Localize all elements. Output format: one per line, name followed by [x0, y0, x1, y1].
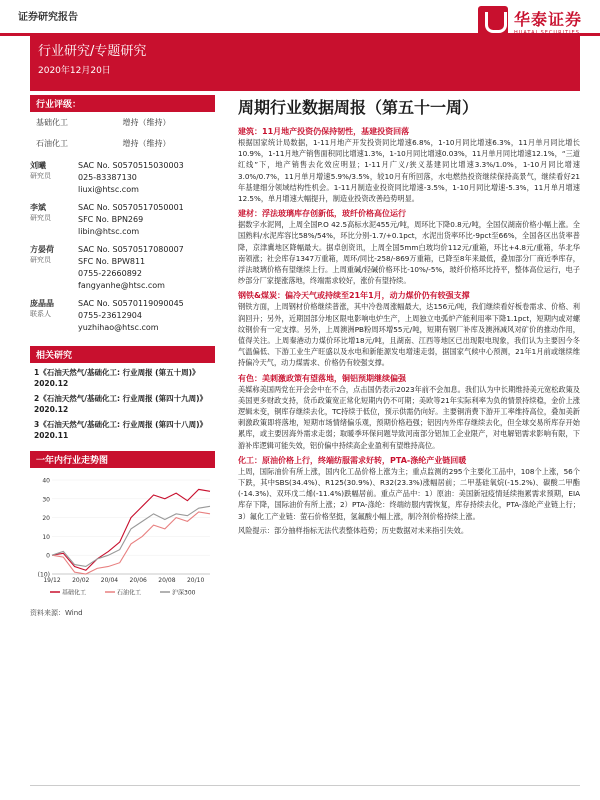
x-tick-label: 20/06: [129, 577, 147, 584]
section: [238, 455, 580, 522]
analyst-role: 研究员: [30, 172, 51, 180]
analyst-email[interactable]: liuxi@htsc.com: [78, 185, 139, 194]
logo-text-cn: 华泰证券: [513, 9, 582, 29]
analyst-email[interactable]: libin@htsc.com: [78, 227, 140, 236]
sidebar: [30, 91, 215, 618]
legend-label: 沪深300: [172, 589, 196, 597]
trend-chart: [30, 474, 215, 606]
section: [238, 208, 580, 286]
y-tick-label: 30: [42, 496, 50, 504]
x-tick-label: 20/02: [72, 577, 90, 584]
analyst-sfc: SFC No. BPN269: [78, 215, 144, 224]
section: [238, 373, 580, 451]
section: [238, 126, 580, 204]
y-tick-label: 0: [46, 552, 50, 560]
section-body: 美媒称美国两党在开会会中在不合，点击国仍表示2023年前不会加息。我们认为中长期维持美元宽松政策及美国更多财政支持，货币政策宽正常化短期内仍不可期；美欧等21年实际利率为负的情景持续稳，金价上涨逻辑未变，铜库存继续去化，TC持续于低位，预示供需仍向好。主要铜消费下游开工率维持高位，叠加美新刺激政策即将落地，短期市场情绪偏乐观，预期价格趋强；铝因内外库存继续去化，但全球交易所库存开始累库，或主要因海外需求走弱；取暖季环保问题导致河南部分铝加工企业限产，对电解铝需求影响有限，下游补库逻辑可能失效，铝价偏中持续高企业盈利有望维持高位。: [238, 384, 580, 450]
x-tick-label: 20/04: [100, 577, 119, 584]
legend-label: 基础化工: [62, 589, 87, 597]
section-heading: 化工：原油价格上行，终端纺服需求好转，PTA-涤纶产业链回暖: [238, 455, 467, 465]
trend-chart-svg: [30, 474, 215, 602]
related-section-title: 相关研究: [30, 346, 215, 363]
section-body: 上周，国际油价有所上涨，国内化工品价格上涨为主；重点监测的295个主要化工品中，108个上涨，56个下跌，其中SBS(34.4%)、R125(30.9%)、R32(23.3%)涨幅居前；二甲基硅氧烷(-15.2%)、碳酸二甲酯(-14.3%)、双环戊二烯(-11.4%)跌幅居前。重点产品中：1）原油：美国新冠疫情延续拖累需求预期，EIA库存下降，国际油价有所上涨；2）PTA-涤纶：终端纺服内需恢复，库存持续去化，PTA-涤纶产业链上行；3）氟化工产业链：萤石价格坚挺，氢氟酸小幅上涨，制冷剂价格持续上涨。: [238, 466, 580, 521]
analyst-card: [30, 202, 215, 238]
analyst-name: 刘曦: [30, 161, 46, 170]
rating-section-title: 行业评级：: [30, 95, 215, 112]
section-body: 据数字水泥网，上周全国P.O 42.5高标水泥455元/吨，周环比下降0.8元/吨，全国仅湖南价格小幅上涨。全国熟料/水泥库容比58%/54%，环比分别-1.7/+0.1pct，水泥出货率环比-9pct至66%，全国各区出货率普降，京津冀地区降幅最大。据卓创资讯，上周全国5mm白玻均价112元/重箱，环比+4.8元/重箱，华北华南领涨；社会库存1347万重箱，周环/同比-258/-869万重箱，已降至8年来最低，叠加部分厂商近季库存，浮法玻璃价格有望继续上行。上周重碱/轻碱价格环比-10%/-5%，玻纤价格环比持平，整体高位运行，电子纱部分厂家提涨落地，终端需求较好，涨价有望持续。: [238, 220, 580, 286]
analyst-name: 李斌: [30, 203, 46, 212]
section-heading: 建材：浮法玻璃库存创新低，玻纤价格高位运行: [238, 209, 406, 219]
analyst-role: 研究员: [30, 256, 51, 264]
x-tick-label: 19/12: [43, 577, 61, 584]
section-heading: 有色：美刺激政策有望落地，铜铝预期继续偏强: [238, 373, 406, 383]
section-heading: 建筑：11月地产投资仍保持韧性，基建投资回落: [238, 127, 410, 136]
x-tick-label: 20/08: [158, 577, 176, 584]
analyst-phone: 0755-22660892: [78, 269, 142, 278]
related-item[interactable]: 1《石油天然气/基础化工: 行业周报 (第五十周)》2020.12: [34, 368, 200, 388]
section-heading: 钢铁&煤炭：偏冷天气或持续至21年1月，动力煤价仍有较强支撑: [238, 291, 470, 301]
chart-title: 一年内行业走势图: [30, 451, 215, 468]
section-body: 根据国家统计局数据，1-11月地产开发投资同比增速6.8%，1-10月同比增速6.3%，11月单月同比增长10.9%，1-11月地产销售面积同比增速1.3%，1-10月同比增速0.03%，11月单月同比增速12.1%，“三道红线”下，地产销售去化效应明显；1-11月广义/狭义基建同比增速3.3%/1.0%，1-10月同比增速3.0%/0.7%，11月单月增速5.9%/3.5%，较10月有所回落，水电燃热投资继续保持高景气，继续看好21年基建细分领域结构性机会。1-11月制造业投资同比增速-3.5%，1-10月同比增速-5.3%，11月单月增速12.5%，单月增速大幅提升，制造业投资改善趋势明显。: [238, 138, 580, 204]
analyst-sac: SAC No. S0570517080007: [78, 245, 184, 254]
y-tick-label: 40: [42, 477, 50, 485]
analyst-role: 联系人: [30, 310, 51, 318]
rating-value: 增持（维持）: [122, 118, 171, 127]
y-tick-label: 10: [42, 533, 50, 541]
analyst-name: 方晏荷: [30, 245, 54, 254]
risk-note: [238, 525, 580, 536]
footer-divider: [30, 785, 580, 786]
report-date: 2020年12月20日: [38, 66, 111, 76]
chart-source: 资料来源：Wind: [30, 609, 83, 617]
x-tick-label: 20/10: [186, 577, 205, 584]
analyst-email[interactable]: yuzhihao@htsc.com: [78, 323, 159, 332]
y-tick-label: 20: [42, 515, 50, 523]
huatai-logo-icon: [478, 6, 508, 36]
legend-label: 石油化工: [117, 589, 142, 597]
main-content: [238, 95, 580, 536]
analyst-sfc: SFC No. BPW811: [78, 257, 146, 266]
analyst-card: [30, 298, 215, 334]
risk-note-body: 风险提示：部分抽样指标无法代表整体趋势；历史数据对未来指引失效。: [238, 525, 469, 535]
analyst-name: 庞晶晶: [30, 299, 54, 308]
rating-row: [30, 133, 215, 154]
analyst-sac: SAC No. S0570515030003: [78, 161, 184, 170]
huatai-logo: [478, 6, 582, 36]
analyst-role: 研究员: [30, 214, 51, 222]
section-body: 钢铁方面，上周钢材价格继续普涨，其中冷卷周涨幅最大，达156元/吨，我们继续看好板卷需求、价格、利润回升；另外，近期国部分地区限电影响电炉生产，上周独立电弧炉产能利用率下降1.1pct，短期内或对螺纹钢价有一定支撑。另外，上周澳洲PB粉周环增55元/吨，短期有钢厂补库及澳洲减风对矿价的推动作用，值得关注。上周秦港动力煤价环比增18元/吨，且湖南、江西等地区已出现限电现象，我们认为主要因今冬气温偏低、下游工业生产旺盛以及水电和新能源发电增速走弱，据国家气候中心预测，21年1月前或继续维持偏冷天气，动力煤需求、价格仍有较强支撑。: [238, 302, 580, 368]
analyst-phone: 0755-23612904: [78, 311, 142, 320]
section: [238, 290, 580, 368]
analyst-sac: SAC No. S0570517050001: [78, 203, 184, 212]
y-tick-label: (10): [37, 571, 50, 579]
related-item[interactable]: 2《石油天然气/基础化工: 行业周报 (第四十九周)》2020.12: [34, 394, 208, 414]
rating-row: [30, 112, 215, 133]
related-item[interactable]: 3《石油天然气/基础化工: 行业周报 (第四十八周)》2020.11: [34, 420, 208, 440]
rating-value: 增持（维持）: [122, 139, 171, 148]
report-category: 行业研究/专题研究: [38, 44, 147, 59]
report-type-label: 证券研究报告: [18, 12, 78, 23]
rating-industry: 石油化工: [36, 139, 68, 148]
analyst-sac: SAC No. S0570119090045: [78, 299, 184, 308]
analyst-card: [30, 244, 215, 292]
analyst-email[interactable]: fangyanhe@htsc.com: [78, 281, 165, 290]
analyst-phone: 025-83387130: [78, 173, 137, 182]
rating-industry: 基础化工: [36, 118, 68, 127]
analyst-card: [30, 160, 215, 196]
page-title: 周期行业数据周报（第五十一周）: [238, 98, 479, 117]
